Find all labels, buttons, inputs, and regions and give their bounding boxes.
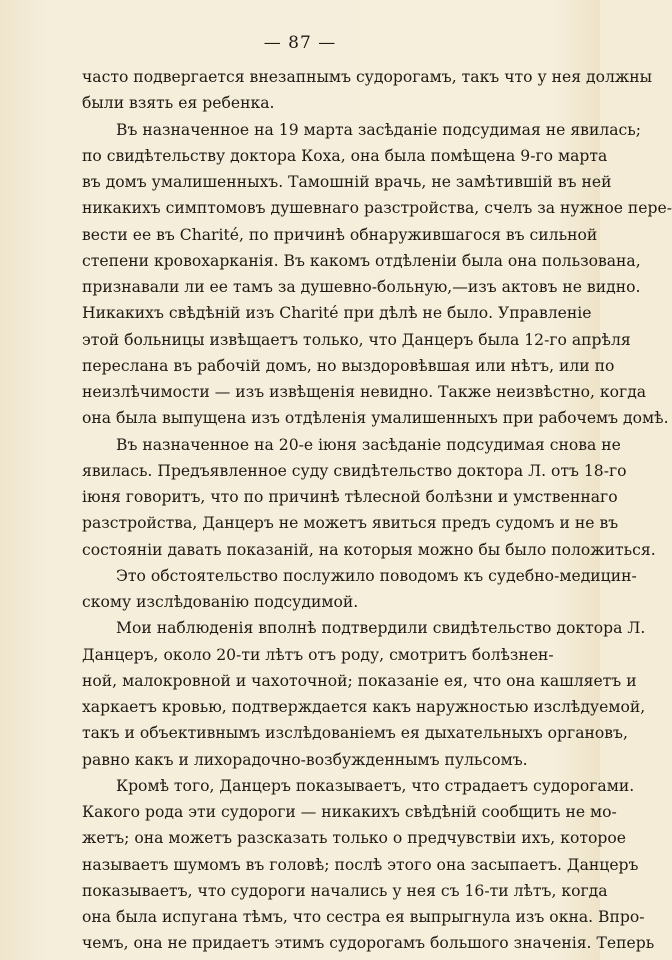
text-line: по свидѣтельству доктора Коха, она была помѣщена 9-го марта [82,146,608,165]
text-line: неизлѣчимости — изъ извѣщенія невидно. Также неизвѣстно, когда [82,383,647,401]
text-line: іюня говоритъ, что по причинѣ тѣлесной болѣзни и умственнаго [82,488,618,506]
text-line: Кромѣ того, Данцеръ показываетъ, что страдаетъ судорогами. [116,776,635,795]
text-line: явилась. Предъявленное суду свидѣтельство доктора Л. отъ 18-го [82,461,627,480]
text-line: Въ назначенное на 19 марта засѣданіе подсудимая не явилась; [116,120,642,139]
body-text [82,64,672,957]
paragraph [82,563,637,616]
text-line: никакихъ симптомовъ душевнаго разстройства, счелъ за нужное пере- [82,199,672,218]
text-line: признавали ли ее тамъ за душевно-больную,—изъ актовъ не видно. [82,278,641,296]
text-line: Какого рода эти судороги — никакихъ свѣдѣній сообщить не мо- [82,803,617,821]
text-line: часто подвергается внезапнымъ судорогамъ, такъ что у нея должны [82,68,653,86]
text-line: Никакихъ свѣдѣній изъ Charité при дѣлѣ не было. Управленіе [82,304,592,323]
paragraph [82,117,672,432]
paragraph [82,615,646,773]
text-line: Мои наблюденія вполнѣ подтвердили свидѣтельство доктора Л. [116,619,646,638]
text-line: чемъ, она не придаетъ этимъ судорогамъ большого значенія. Теперь [82,934,655,953]
text-line: были взять ея ребенка. [82,94,275,113]
text-line: скому изслѣдованію подсудимой. [82,593,359,611]
text-line: переслана въ рабочій домъ, но выздоровѣвшая или нѣтъ, или по [82,356,615,375]
text-line: Въ назначенное на 20-е іюня засѣданіе подсудимая снова не [116,435,621,454]
text-line: она была выпущена изъ отдѣленія умалишенныхъ при рабочемъ домѣ. [82,409,669,428]
text-line: такъ и объективнымъ изслѣдованіемъ ея дыхательныхъ органовъ, [82,724,628,743]
text-line: харкаетъ кровью, подтверждается какъ наружностью изслѣдуемой, [82,698,646,716]
text-line: равно какъ и лихорадочно-возбужденнымъ пульсомъ. [82,750,528,769]
text-line: она была испугана тѣмъ, что сестра ея выпрыгнула изъ окна. Впро- [82,908,645,926]
paragraph [82,64,653,117]
text-line: вести ее въ Charité, по причинѣ обнаружившагося въ сильной [82,225,598,244]
text-line: степени кровохарканія. Въ какомъ отдѣленіи была она пользована, [82,251,641,270]
text-line: Данцеръ, около 20-ти лѣтъ отъ роду, смотритъ болѣзнен- [82,645,554,664]
text-line: называетъ шумомъ въ головѣ; послѣ этого она засыпаетъ. Данцеръ [82,855,639,874]
text-line: этой больницы извѣщаетъ только, что Данцеръ была 12-го апрѣля [82,330,631,349]
text-line: состояніи давать показаній, на которыя можно бы было положиться. [82,540,656,559]
paragraph [82,773,655,957]
text-line: ной, малокровной и чахоточной; показаніе ея, что она кашляетъ и [82,671,637,690]
text-line: показываетъ, что судороги начались у нея съ 16-ти лѣтъ, когда [82,881,608,900]
page-number: — 87 — [263,33,337,53]
text-line: жетъ; она можетъ разсказать только о предчувствіи ихъ, которое [82,829,626,848]
text-line: Это обстоятельство послужило поводомъ къ судебно-медицин- [116,566,637,585]
text-line: въ домъ умалишенныхъ. Тамошній врачь, не замѣтившій въ ней [82,173,612,191]
text-line: разстройства, Данцеръ не можетъ явиться предъ судомъ и не въ [82,514,619,533]
paragraph [82,432,656,563]
